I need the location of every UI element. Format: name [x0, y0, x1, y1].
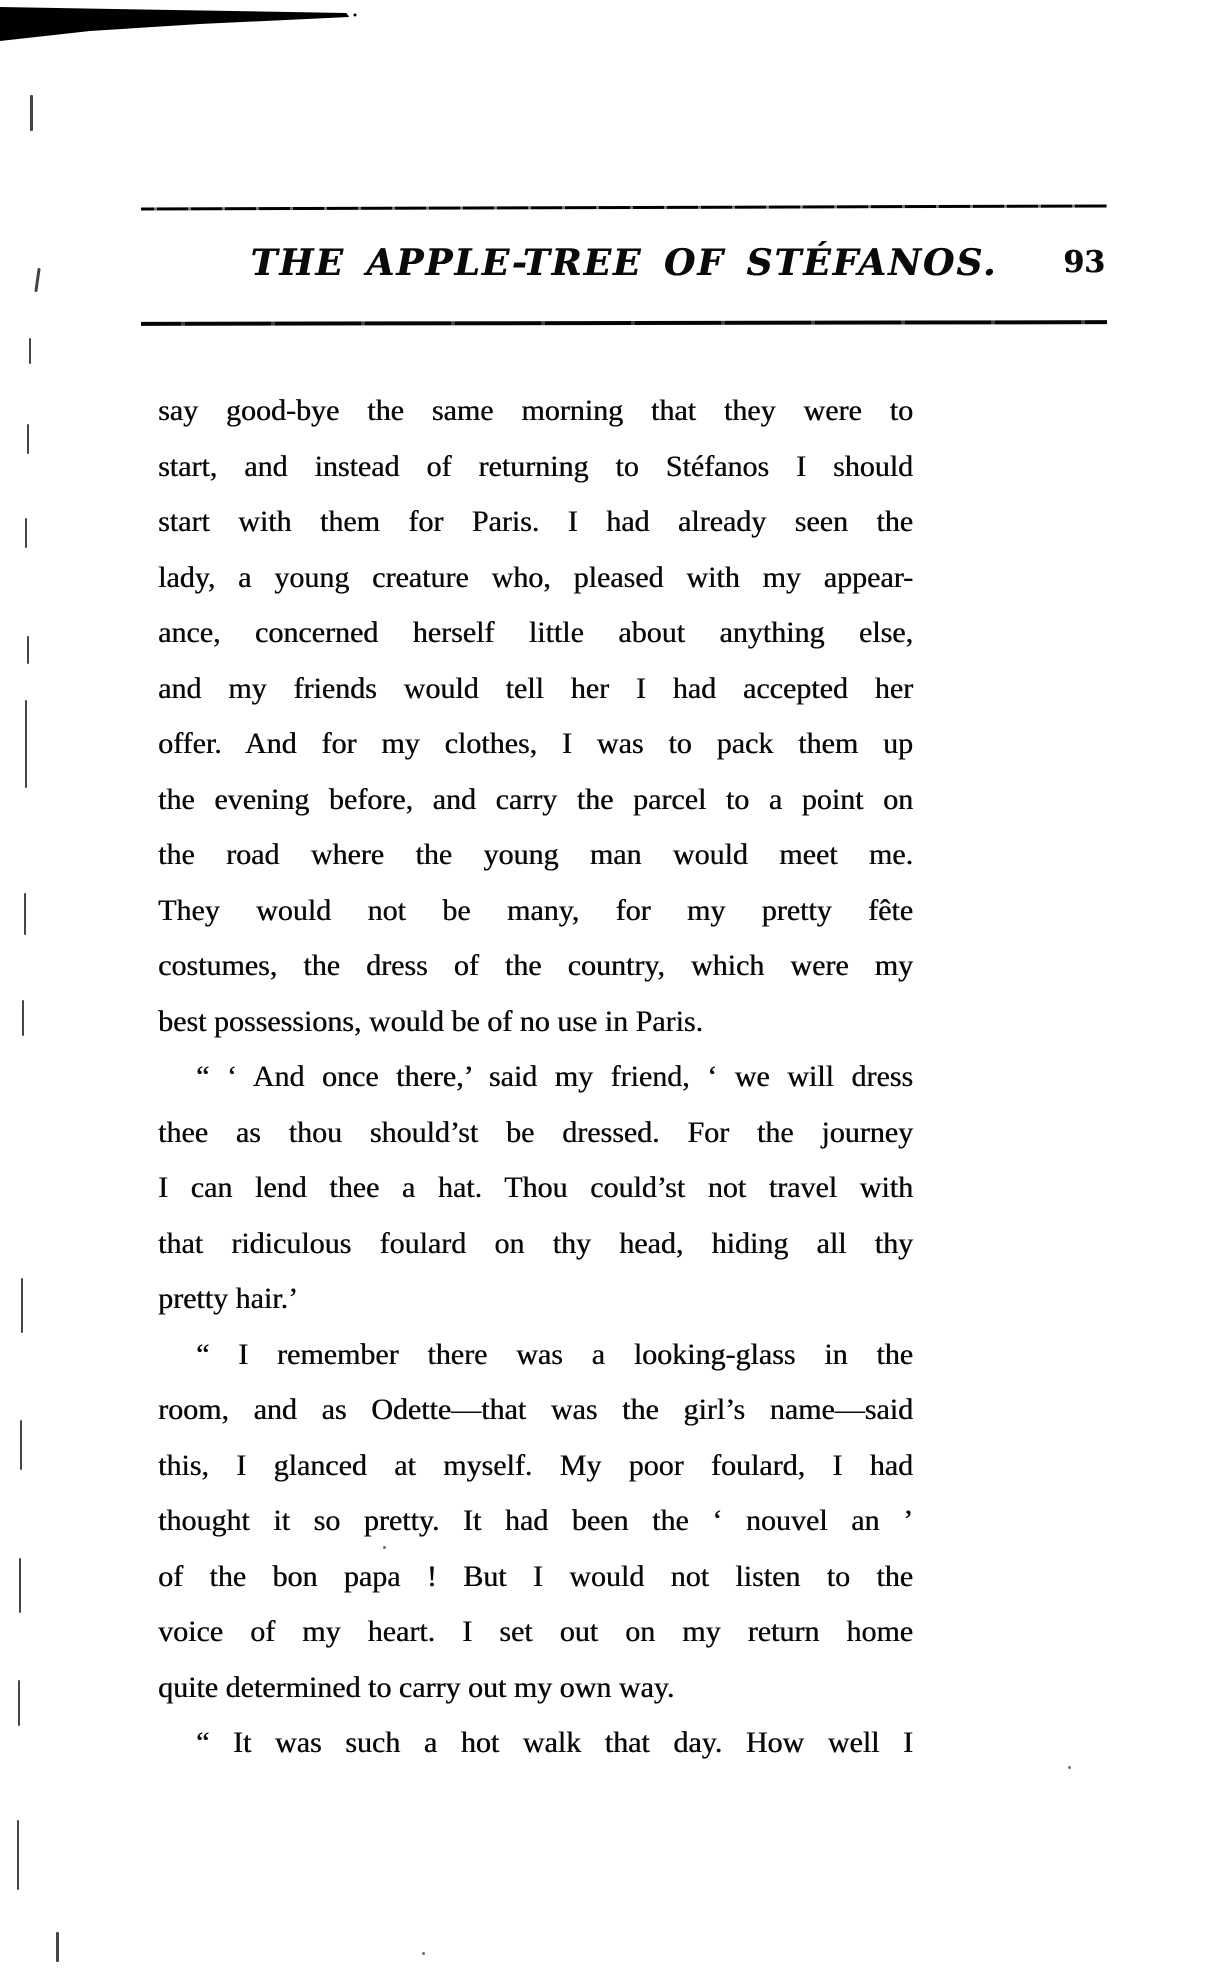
text-line: best possessions, would be of no use in Paris. [158, 1004, 703, 1038]
scan-artifact-top-wedge [0, 0, 420, 55]
text-line: ance, concerned herself little about anything else, [158, 616, 913, 649]
text-line: offer. And for my clothes, I was to pack them up [158, 727, 913, 760]
text-line: I can lend thee a hat. Thou could’st not travel with [158, 1171, 913, 1204]
page-title: THE APPLE-TREE OF STÉFANOS. [250, 242, 998, 284]
text-line: quite determined to carry out my own way. [158, 1670, 675, 1704]
scan-artifact-mark [27, 636, 29, 664]
text-line: They would not be many, for my pretty fête [158, 893, 913, 927]
scan-artifact-mark [18, 1680, 20, 1726]
scan-artifact-mark [17, 1820, 19, 1890]
text-line: costumes, the dress of the country, which were my [158, 949, 913, 982]
page-number: 93 [1063, 245, 1105, 280]
text-line: “ ‘ And once there,’ said my friend, ‘ we will dress [196, 1060, 913, 1093]
scan-artifact-mark [21, 1278, 23, 1333]
text-line: pretty hair.’ [158, 1282, 298, 1315]
scan-artifact-mark [30, 95, 33, 131]
running-header [141, 237, 1107, 289]
text-line: the road where the young man would meet me. [158, 838, 913, 871]
scan-artifact-mark [29, 338, 31, 364]
scan-artifact-mark [25, 700, 27, 788]
body-text [158, 383, 913, 1771]
header-rule-bottom [141, 320, 1107, 326]
text-line: thee as thou should’st be dressed. For the journey [158, 1115, 913, 1149]
scan-artifact-mark [19, 1558, 21, 1613]
text-line: thought it so pretty. It had been the ‘ nouvel an ’ [158, 1504, 913, 1537]
scan-artifact-mark [56, 1932, 59, 1962]
scan-artifact-mark [27, 424, 29, 454]
text-line: say good-bye the same morning that they were to [158, 394, 913, 427]
text-line: start, and instead of returning to Stéfanos I should [158, 449, 913, 483]
text-line: of the bon papa ! But I would not listen to the [158, 1559, 913, 1593]
text-line: room, and as Odette—that was the girl’s name—said [158, 1393, 913, 1426]
scan-artifact-speck [422, 1952, 425, 1955]
text-line: lady, a young creature who, pleased with my appear- [158, 560, 913, 594]
scan-artifact-mark [22, 1000, 24, 1036]
scan-artifact-mark [34, 268, 40, 292]
header-rule-top [141, 204, 1107, 210]
text-line: this, I glanced at myself. My poor foulard, I had [158, 1448, 913, 1482]
text-line: start with them for Paris. I had already seen the [158, 505, 913, 538]
text-line: and my friends would tell her I had accepted her [158, 671, 913, 705]
text-line: “ It was such a hot walk that day. How well I [196, 1726, 913, 1759]
text-line: voice of my heart. I set out on my return home [158, 1615, 913, 1648]
scan-artifact-speck [1068, 1766, 1071, 1769]
scan-artifact-mark [20, 1420, 22, 1470]
scan-artifact-mark [25, 518, 27, 548]
scan-artifact-mark [24, 893, 26, 935]
text-line: “ I remember there was a looking-glass in the [196, 1337, 913, 1371]
text-line: that ridiculous foulard on thy head, hiding all thy [158, 1226, 913, 1260]
text-line: the evening before, and carry the parcel to a point on [158, 782, 913, 816]
